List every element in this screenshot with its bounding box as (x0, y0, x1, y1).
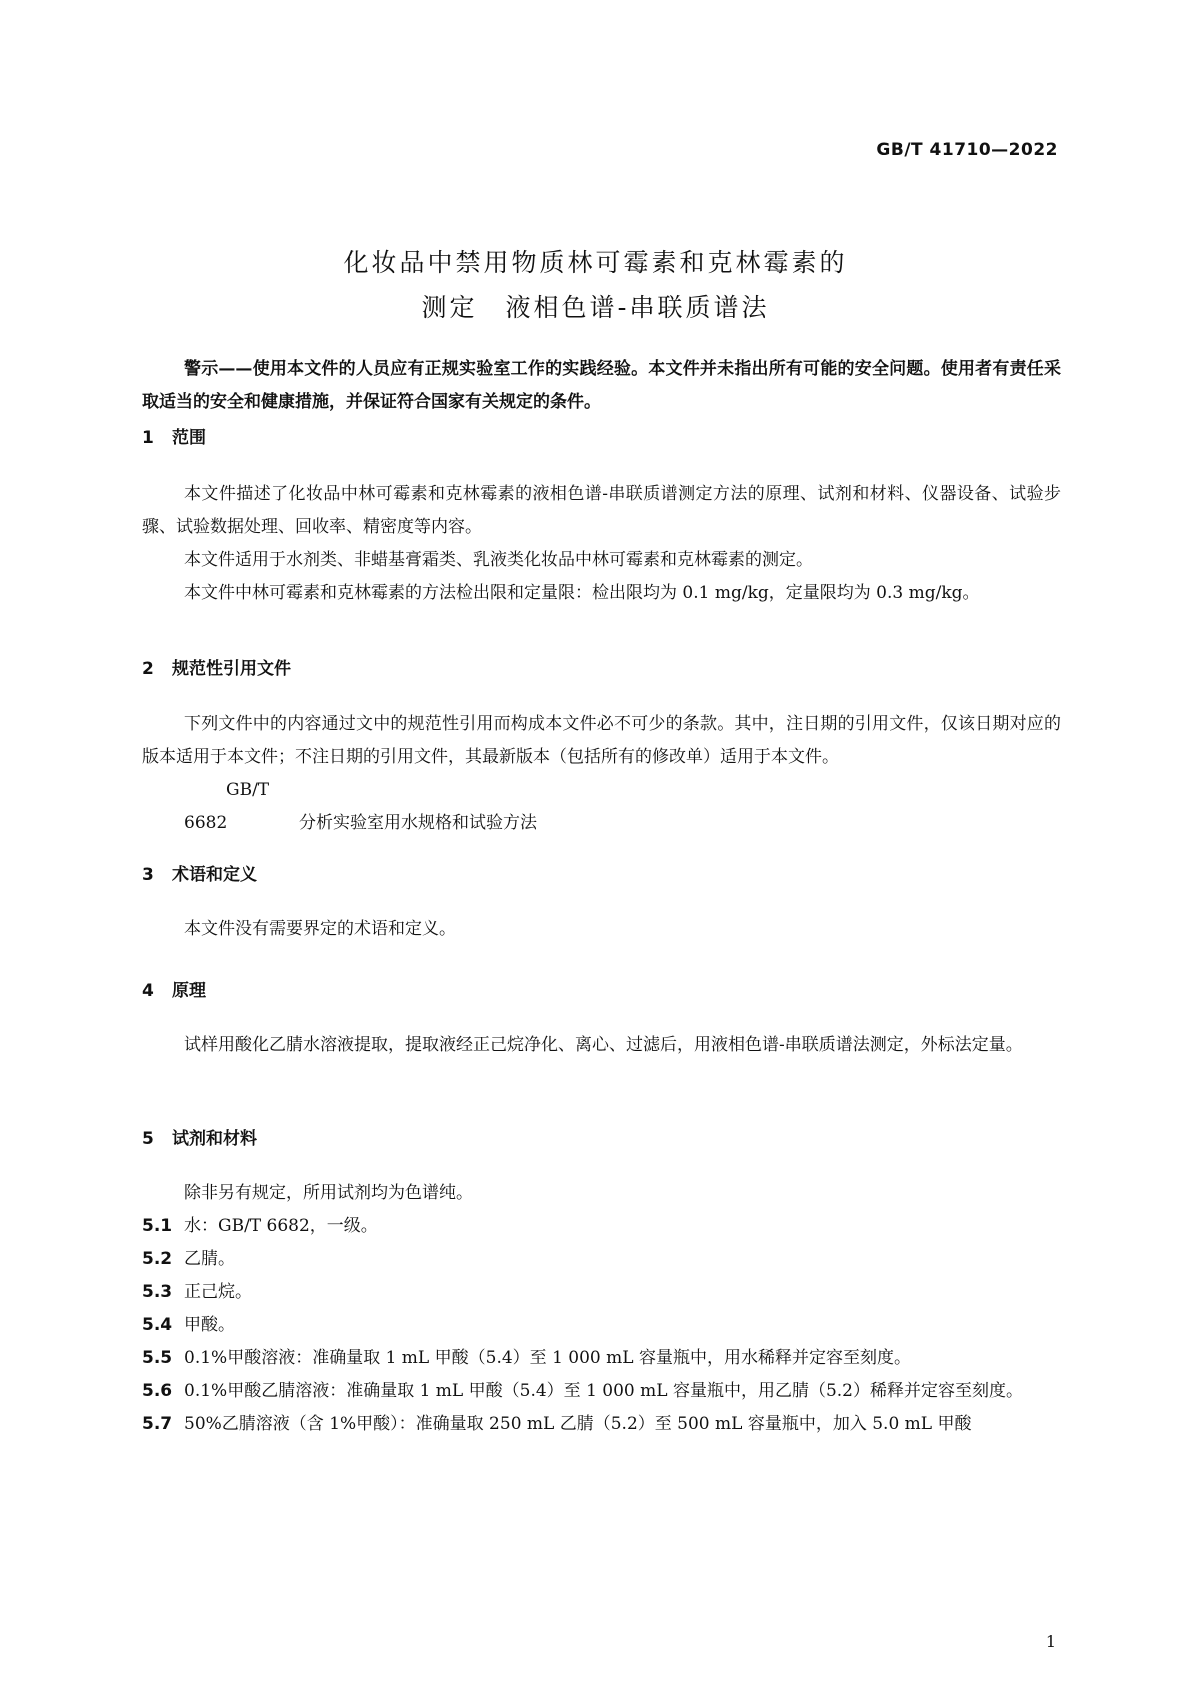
title-line-1: 化妆品中禁用物质林可霉素和克林霉素的 (343, 248, 848, 277)
section-number: 1 (142, 428, 154, 448)
section-5-heading (142, 1124, 257, 1149)
clause-number: 5.6 (142, 1381, 173, 1401)
section-1-body (142, 478, 1061, 610)
section-title: 术语和定义 (172, 865, 257, 885)
clause-text: 水：GB/T 6682，一级。 (184, 1216, 378, 1236)
section-4-heading (142, 976, 206, 1001)
clause-5-4 (142, 1309, 1061, 1342)
clause-number: 5.7 (142, 1414, 173, 1434)
section-title: 范围 (172, 428, 206, 448)
section-2-body (142, 708, 1061, 840)
section-number: 4 (142, 981, 154, 1001)
clause-5-5 (142, 1342, 1061, 1375)
section-title: 规范性引用文件 (172, 659, 291, 679)
section-3-body (142, 913, 1061, 946)
section-4-body (142, 1029, 1061, 1062)
paragraph: 下列文件中的内容通过文中的规范性引用而构成本文件必不可少的条款。其中，注日期的引用文件，仅该日期对应的版本适用于本文件；不注日期的引用文件，其最新版本（包括所有的修改单）适用于本文件。 (142, 714, 1061, 767)
clause-number: 5.3 (142, 1282, 173, 1302)
document-title (0, 240, 1191, 330)
paragraph: 本文件没有需要界定的术语和定义。 (184, 919, 456, 939)
clause-5-2 (142, 1243, 1061, 1276)
section-5-body (142, 1177, 1061, 1441)
page-number: 1 (1045, 1632, 1056, 1651)
reference-title: 分析实验室用水规格和试验方法 (299, 813, 537, 833)
clause-5-1 (142, 1210, 1061, 1243)
warning-paragraph: 警示——使用本文件的人员应有正规实验室工作的实践经验。本文件并未指出所有可能的安全问题。使用者有责任采取适当的安全和健康措施，并保证符合国家有关规定的条件。 (142, 359, 1061, 412)
normative-reference (142, 774, 1061, 840)
reference-code: GB/T 6682 (184, 780, 270, 833)
title-line-2: 测定 液相色谱-串联质谱法 (421, 293, 770, 322)
paragraph: 本文件中林可霉素和克林霉素的方法检出限和定量限：检出限均为 0.1 mg/kg，定量限均为 0.3 mg/kg。 (184, 583, 980, 603)
clause-text: 0.1%甲酸溶液：准确量取 1 mL 甲酸（5.4）至 1 000 mL 容量瓶中，用水稀释并定容至刻度。 (184, 1348, 911, 1368)
clause-number: 5.5 (142, 1348, 173, 1368)
clause-number: 5.4 (142, 1315, 173, 1335)
section-3-heading (142, 860, 257, 885)
clause-text: 50%乙腈溶液（含 1%甲酸）：准确量取 250 mL 乙腈（5.2）至 500 mL 容量瓶中，加入 5.0 mL 甲酸 (184, 1414, 972, 1434)
paragraph: 本文件描述了化妆品中林可霉素和克林霉素的液相色谱-串联质谱测定方法的原理、试剂和材料、仪器设备、试验步骤、试验数据处理、回收率、精密度等内容。 (142, 484, 1061, 537)
clause-text: 乙腈。 (184, 1249, 235, 1269)
section-2-heading (142, 654, 291, 679)
section-number: 2 (142, 659, 154, 679)
clause-number: 5.2 (142, 1249, 173, 1269)
paragraph: 本文件适用于水剂类、非蜡基膏霜类、乳液类化妆品中林可霉素和克林霉素的测定。 (184, 550, 813, 570)
clause-5-6 (142, 1375, 1061, 1408)
clause-text: 甲酸。 (184, 1315, 235, 1335)
paragraph: 试样用酸化乙腈水溶液提取，提取液经正己烷净化、离心、过滤后，用液相色谱-串联质谱法测定，外标法定量。 (184, 1035, 1023, 1055)
clause-5-3 (142, 1276, 1061, 1309)
clause-text: 0.1%甲酸乙腈溶液：准确量取 1 mL 甲酸（5.4）至 1 000 mL 容量瓶中，用乙腈（5.2）稀释并定容至刻度。 (184, 1381, 1023, 1401)
section-number: 3 (142, 865, 154, 885)
paragraph: 除非另有规定，所用试剂均为色谱纯。 (184, 1183, 473, 1203)
clause-text: 正己烷。 (184, 1282, 252, 1302)
clause-5-7 (142, 1408, 1061, 1441)
section-1-heading (142, 423, 206, 448)
section-title: 试剂和材料 (172, 1129, 257, 1149)
section-number: 5 (142, 1129, 154, 1149)
clause-number: 5.1 (142, 1216, 173, 1236)
standard-number: GB/T 41710—2022 (876, 140, 1058, 160)
section-title: 原理 (172, 981, 206, 1001)
